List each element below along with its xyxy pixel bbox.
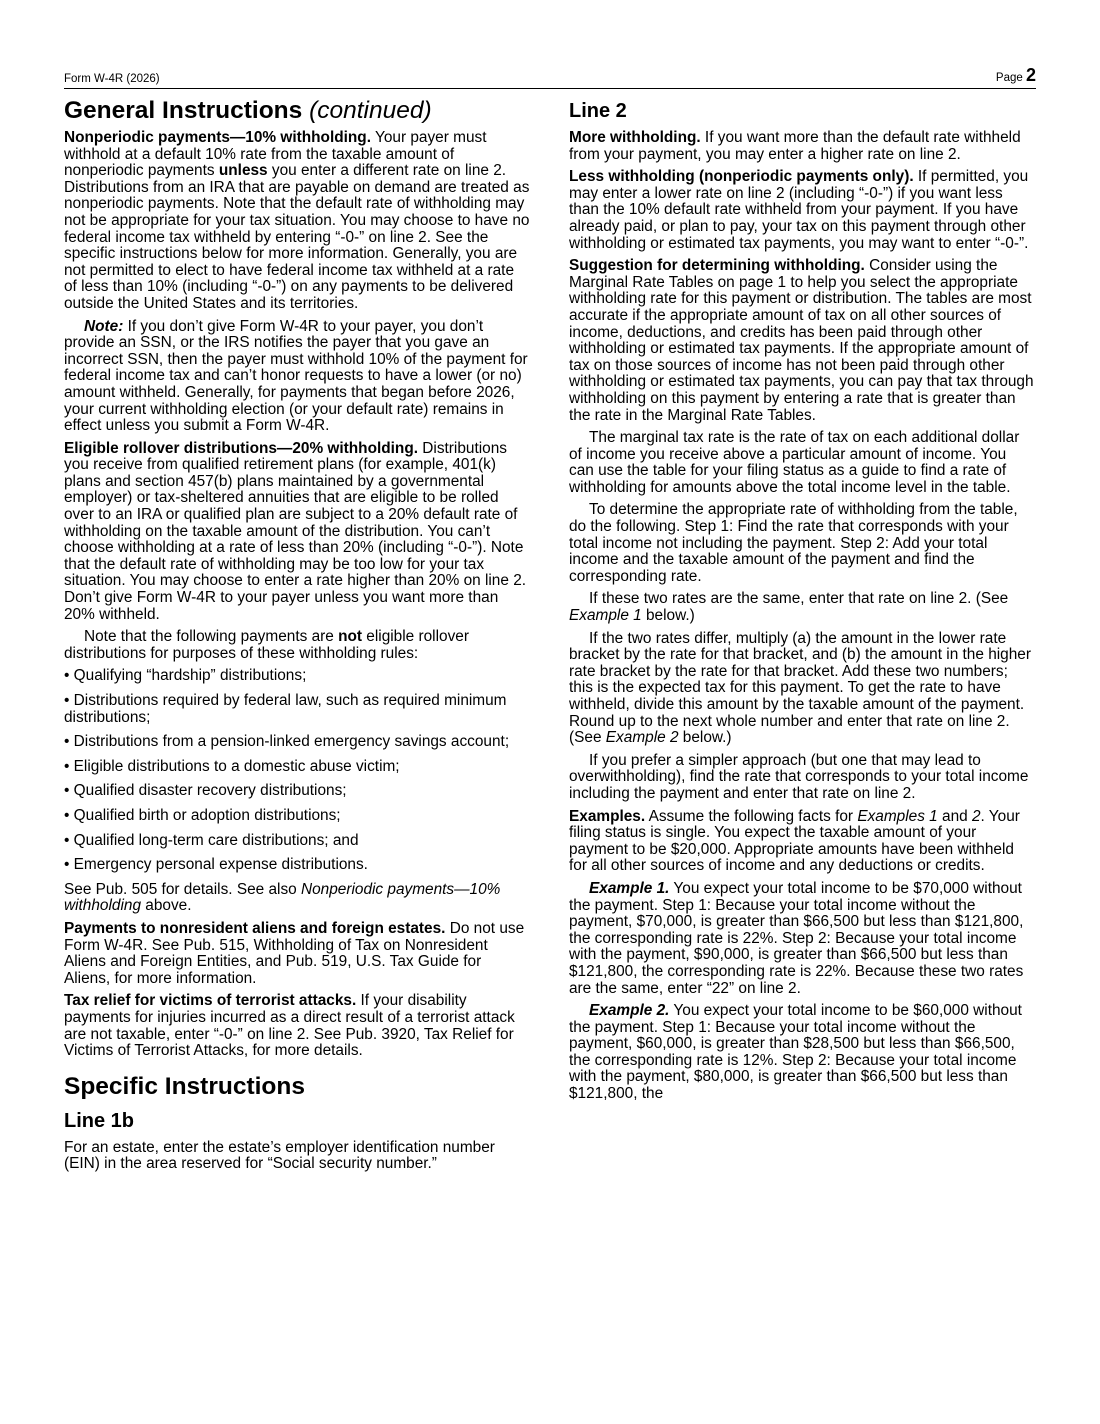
note-head: Note:: [84, 317, 124, 335]
nonresident-text: Do not use Form W-4R. See Pub. 515, Withholding of Tax on Nonresident Aliens and Foreign Entities, and Pub. 519, U.S. Tax Guide for Aliens, for more information.: [64, 919, 525, 987]
page-word: Page: [995, 72, 1023, 84]
same-rate-paragraph: [569, 591, 1035, 624]
more-withholding-paragraph: [569, 130, 1035, 163]
nonresident-paragraph: [64, 921, 530, 987]
page-header: [64, 64, 1036, 89]
list-item: • Qualified disaster recovery distributions;: [64, 782, 347, 800]
differ-rate-text-1: If the two rates differ, multiply (a) the amount in the lower rate bracket by the rate for that bracket, and (b) the amount in the higher rate bracket by the rate for that bracket. Add these two numbers; this is the expected tax for this payment. To get the rate to have withheld, divide this amount by the taxable amount of the payment. Round up to the next whole number and enter that rate on line 2. (See: [569, 629, 1031, 747]
example-2-head: Example 2.: [589, 1002, 670, 1020]
heading-title: General Instructions: [64, 97, 303, 124]
not-emphasis: not: [338, 628, 363, 646]
example-2-paragraph: [569, 1003, 1035, 1103]
differ-rate-paragraph: [569, 631, 1035, 747]
nonperiodic-text-2: you enter a different rate on line 2. Distributions from an IRA that are payable on demand are treated as nonperiodic payments. Note that the default rate of withholding may not be appropriate for your tax situation. You may choose to have no federal income tax withheld by entering “-0-” on line 2. See the specific instructions below for more information. Generally, you are not permitted to elect to have federal income tax withheld at a rate of less than 10% (including “-0-”) on any payments to be delivered outside the United States and its territories.: [64, 162, 530, 312]
line-2-heading: Line 2: [569, 100, 627, 122]
nonperiodic-head: Nonperiodic payments—10% withholding.: [64, 129, 371, 146]
same-rate-text-2: below.): [641, 607, 695, 625]
example-1-head: Example 1.: [589, 879, 670, 897]
marginal-rate-paragraph: The marginal tax rate is the rate of tax on each additional dollar of income you receive above a particular amount of income. You can use the table for your filing status as a guide to find a rate of withholding for amounts above the total income level in the table.: [569, 429, 1020, 496]
list-item: • Distributions required by federal law, such as required minimum distributions;: [64, 692, 507, 726]
rollover-text: Distributions you receive from qualified retirement plans (for example, 401(k) plans and section 457(b) plans maintained by a governmental employer) or tax-sheltered annuities that are eligible to be rolled over to an IRA or qualified plan are subject to a 20% default rate of withholding on the taxable amount of the distribution. You can’t choose withholding at a rate of less than 20% (including “-0-”). Note that the default rate of withholding may be too low for your tax situation. You may choose to enter a rate higher than 20% on line 2. Don’t give Form W-4R to your payer unless you want more than 20% withheld.: [64, 439, 527, 623]
less-withholding-head: Less withholding (nonperiodic payments only).: [569, 168, 914, 186]
terrorist-text: If your disability payments for injuries incurred as a direct result of a terrorist attack are not taxable, enter “-0-” on line 2. See Pub. 3920, Tax Relief for Victims of Terrorist Attacks, for more details.: [64, 992, 515, 1060]
rollover-paragraph: [64, 441, 530, 624]
left-column: [64, 96, 530, 1179]
line-1b-paragraph: For an estate, enter the estate’s employer identification number (EIN) in the area reserved for “Social security number.”: [64, 1138, 495, 1173]
note-text: If you don’t give Form W-4R to your payer, you don’t provide an SSN, or the IRS notifies the payer that you gave an incorrect SSN, then the payer must withhold 10% of the payment for federal income tax and can’t honor requests to have a lower (or no) amount withheld. Generally, for payments that began before 2026, your current withholding election (or your default rate) remains in effect unless you submit a Form W-4R.: [64, 317, 528, 435]
less-withholding-text: If permitted, you may enter a lower rate on line 2 (including “-0-”) if you want less than the 10% default rate withheld from your payment. If you have already paid, or plan to pay, your tax on this payment through other withholding or estimated tax payments, you may want to enter “-0-”.: [569, 168, 1029, 252]
specific-instructions-heading: Specific Instructions: [64, 1072, 305, 1100]
examples-ref-2: 2: [971, 807, 981, 825]
see-pub-text-2: above.: [141, 897, 192, 915]
see-pub-reference: Nonperiodic payments—10% withholding: [64, 880, 501, 915]
suggestion-paragraph: [569, 258, 1035, 424]
general-instructions-heading: [64, 96, 530, 126]
form-identifier: Form W-4R (2026): [64, 73, 160, 85]
nonresident-head: Payments to nonresident aliens and foreign estates.: [64, 919, 446, 937]
list-item: • Emergency personal expense distributions.: [64, 856, 368, 874]
suggestion-head: Suggestion for determining withholding.: [569, 257, 865, 275]
nonperiodic-text-1: Your payer must withhold at a default 10% rate from the taxable amount of nonperiodic payments: [64, 129, 487, 180]
list-item: • Eligible distributions to a domestic abuse victim;: [64, 757, 400, 775]
nonperiodic-paragraph: [64, 130, 530, 313]
ineligible-list: [64, 668, 530, 873]
example-1-paragraph: [569, 881, 1035, 997]
list-item: • Qualified birth or adoption distributions;: [64, 806, 341, 824]
same-rate-text-1: If these two rates are the same, enter that rate on line 2. (See: [589, 590, 1009, 608]
determine-rate-paragraph: To determine the appropriate rate of withholding from the table, do the following. Step 1: Find the rate that corresponds with your total income not including the payment. Step 2: Add your total income and the taxable amount of the payment and find the corresponding rate.: [569, 501, 1018, 585]
examples-text-3: . Your filing status is single. You expect the taxable amount of your payment to be $20,000. Appropriate amounts have been withheld for all other sources of income and any deductions or credits.: [569, 807, 1020, 875]
examples-text-2: and: [937, 807, 972, 825]
examples-paragraph: [569, 809, 1035, 875]
examples-head: Examples.: [569, 807, 646, 825]
terrorist-head: Tax relief for victims of terrorist attacks.: [64, 992, 357, 1010]
line-1b-heading: Line 1b: [64, 1109, 135, 1132]
example-2-reference: Example 2: [605, 729, 679, 747]
example-1-reference: Example 1: [569, 607, 642, 625]
examples-text-1: Assume the following facts for: [645, 807, 858, 825]
rollover-head: Eligible rollover distributions—20% withholding.: [64, 439, 419, 457]
list-item: • Qualified long-term care distributions; and: [64, 831, 359, 849]
see-pub-text-1: See Pub. 505 for details. See also: [64, 880, 301, 898]
heading-continued: (continued): [309, 97, 432, 124]
list-item: • Qualifying “hardship” distributions;: [64, 667, 307, 685]
terrorist-paragraph: [64, 993, 530, 1059]
page-number-value: 2: [1025, 65, 1036, 85]
right-column: [569, 96, 1035, 1109]
page-number: [996, 65, 1036, 86]
see-pub-paragraph: [64, 882, 530, 915]
examples-ref-1: Examples 1: [857, 807, 938, 825]
simpler-approach-paragraph: If you prefer a simpler approach (but one that may lead to overwithholding), find the rate that corresponds to your total income including the payment and enter that rate on line 2.: [569, 751, 1029, 802]
not-eligible-text-2: eligible rollover distributions for purposes of these withholding rules:: [64, 628, 469, 662]
not-eligible-text-1: Note that the following payments are: [84, 628, 339, 646]
differ-rate-text-2: below.): [678, 729, 732, 747]
example-2-text: You expect your total income to be $60,000 without the payment. Step 1: Because your total income without the payment, $60,000, is greater than $28,500 but less than $66,500, the corresponding rate is 12%. Step 2: Because your total income with the payment, $80,000, is greater than $66,500 but less than $121,800, the: [569, 1002, 1022, 1103]
suggestion-text: Consider using the Marginal Rate Tables on page 1 to help you select the appropriate withholding rate for this payment or distribution. The tables are most accurate if the appropriate amount of tax on all other sources of income, deductions, and credits has been paid through other withholding or estimated tax payments. If the appropriate amount of tax on those sources of income has not been paid through other withholding or estimated tax payments, you can pay that tax through withholding on this payment by entering a rate that is greater than the rate in the Marginal Rate Tables.: [569, 257, 1034, 424]
more-withholding-head: More withholding.: [569, 129, 701, 146]
unless-emphasis: unless: [218, 162, 268, 180]
more-withholding-text: If you want more than the default rate withheld from your payment, you may enter a higher rate on line 2.: [569, 129, 1021, 163]
note-paragraph: [64, 319, 530, 435]
example-1-text: You expect your total income to be $70,000 without the payment. Step 1: Because your total income without the payment, $70,000, is greater than $66,500 but less than $121,800, the corresponding rate is 22%. Step 2: Because your total income with the payment, $90,000, is greater than $66,500 but less than $121,800, the corresponding rate is 22%. Because these two rates are the same, enter “22” on line 2.: [569, 879, 1024, 997]
list-item: • Distributions from a pension-linked emergency savings account;: [64, 733, 510, 751]
not-eligible-paragraph: [64, 629, 530, 662]
less-withholding-paragraph: [569, 169, 1035, 252]
